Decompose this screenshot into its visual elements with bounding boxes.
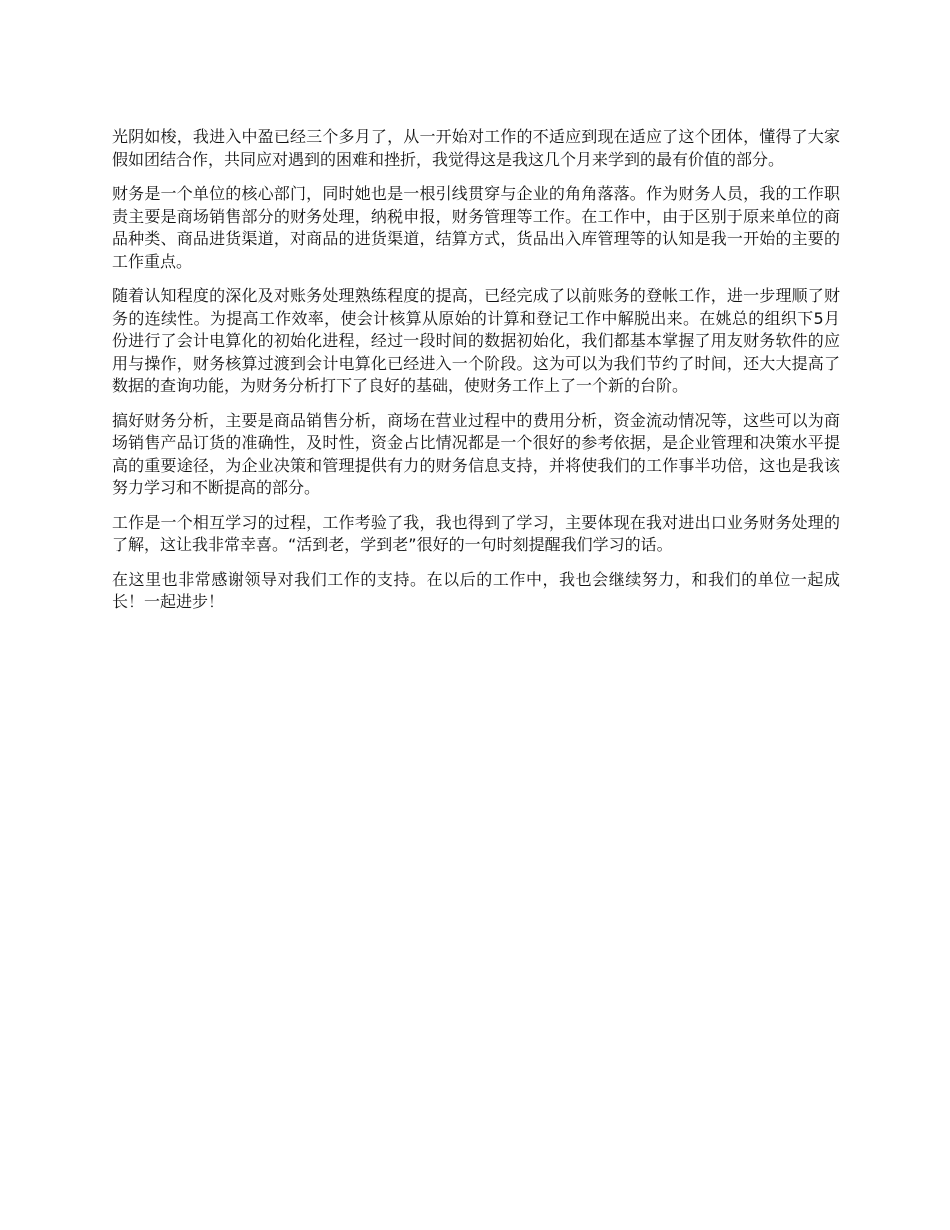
document-body bbox=[112, 126, 840, 626]
paragraph-4: 搞好财务分析，主要是商品销售分析，商场在营业过程中的费用分析，资金流动情况等，这些可以为商场销售产品订货的准确性，及时性，资金占比情况都是一个很好的参考依据，是企业管理和决策水平提高的重要途径，为企业决策和管理提供有力的财务信息支持，并将使我们的工作事半功倍，这也是我该努力学习和不断提高的部分。 bbox=[112, 410, 840, 497]
paragraph-5: 工作是一个相互学习的过程，工作考验了我，我也得到了学习，主要体现在我对进出口业务财务处理的了解，这让我非常幸喜。“活到老，学到老”很好的一句时刻提醒我们学习的话。 bbox=[112, 512, 840, 554]
paragraph-1: 光阴如梭，我进入中盈已经三个多月了，从一开始对工作的不适应到现在适应了这个团体，懂得了大家假如团结合作，共同应对遇到的困难和挫折，我觉得这是我这几个月来学到的最有价值的部分。 bbox=[112, 127, 840, 169]
paragraph-2: 财务是一个单位的核心部门，同时她也是一根引线贯穿与企业的角角落落。作为财务人员，我的工作职责主要是商场销售部分的财务处理，纳税申报，财务管理等工作。在工作中，由于区别于原来单位的商品种类、商品进货渠道，对商品的进货渠道，结算方式，货品出入库管理等的认知是我一开始的主要的工作重点。 bbox=[112, 184, 840, 271]
paragraph-3: 随着认知程度的深化及对账务处理熟练程度的提高，已经完成了以前账务的登帐工作，进一步理顺了财务的连续性。为提高工作效率，使会计核算从原始的计算和登记工作中解脱出来。在姚总的组织下5月份进行了会计电算化的初始化进程，经过一段时间的数据初始化，我们都基本掌握了用友财务软件的应用与操作，财务核算过渡到会计电算化已经进入一个阶段。这为可以为我们节约了时间，还大大提高了数据的查询功能，为财务分析打下了良好的基础，使财务工作上了一个新的台阶。 bbox=[112, 286, 840, 395]
paragraph-6: 在这里也非常感谢领导对我们工作的支持。在以后的工作中，我也会继续努力，和我们的单位一起成长！一起进步！ bbox=[112, 569, 840, 611]
